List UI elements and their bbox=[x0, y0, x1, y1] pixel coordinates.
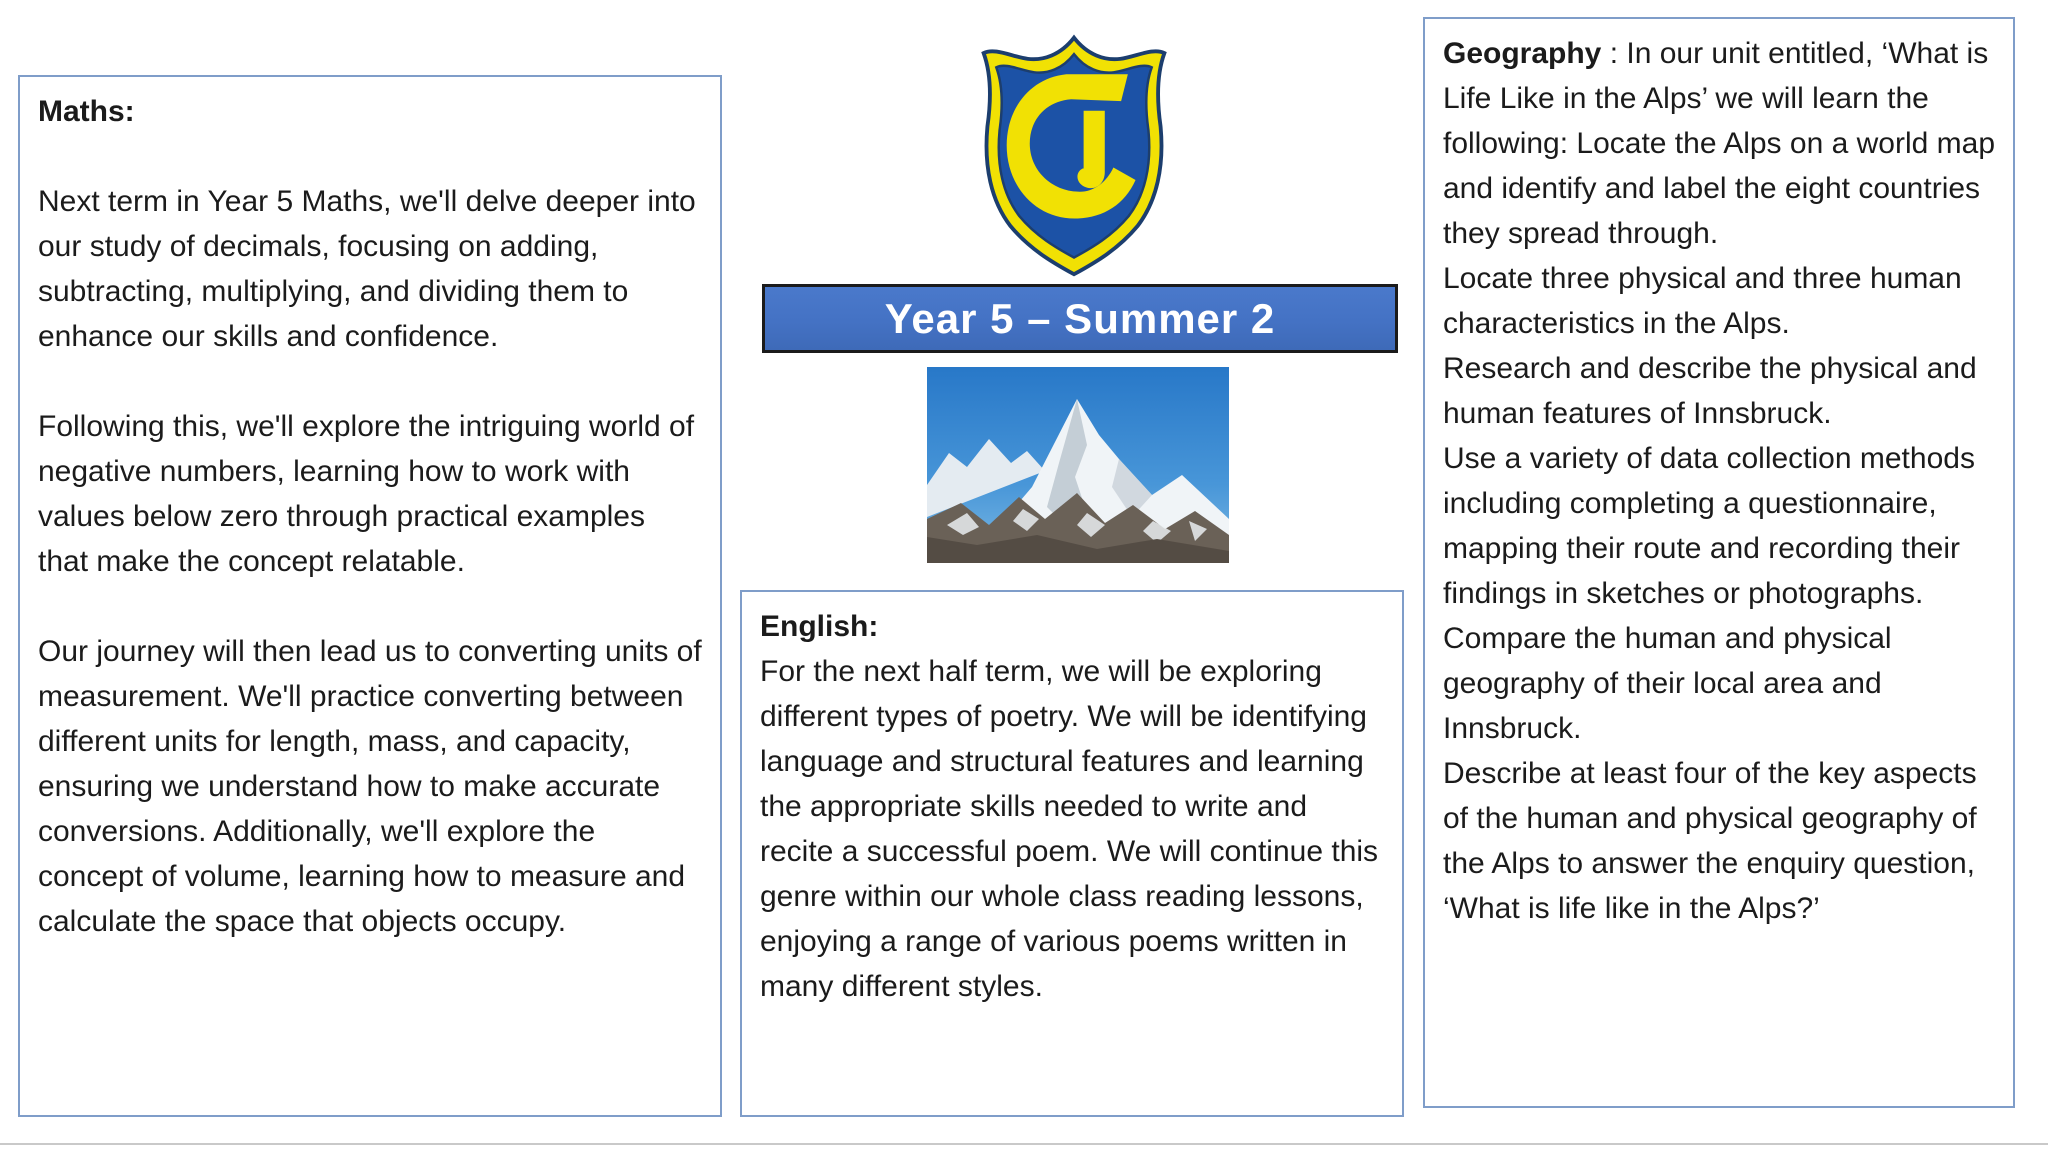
title-banner bbox=[762, 284, 1398, 353]
alps-mountain-photo bbox=[927, 367, 1229, 563]
maths-paragraph: Next term in Year 5 Maths, we'll delve deeper into our study of decimals, focusing on adding, subtracting, multiplying, and dividing them to enhance our skills and confidence. bbox=[38, 185, 696, 353]
geography-objective: Compare the human and physical geography of their local area and Innsbruck. bbox=[1443, 622, 1892, 745]
geography-objective: Research and describe the physical and human features of Innsbruck. bbox=[1443, 352, 1977, 430]
slide-bottom-edge bbox=[0, 1143, 2048, 1145]
geography-objective: Use a variety of data collection methods including completing a questionnaire, mapping their route and recording their findings in sketches or photographs. bbox=[1443, 442, 1975, 610]
maths-paragraph: Following this, we'll explore the intriguing world of negative numbers, learning how to work with values below zero through practical examples that make the concept relatable. bbox=[38, 410, 695, 578]
english-box bbox=[740, 590, 1404, 1117]
title-banner-label: Year 5 – Summer 2 bbox=[884, 294, 1276, 342]
english-paragraph: For the next half term, we will be exploring different types of poetry. We will be identifying language and structural features and learning the appropriate skills needed to write and recite a successful poem. We will continue this genre within our whole class reading lessons, enjoying a range of various poems written in many different styles. bbox=[760, 655, 1379, 1003]
maths-box bbox=[18, 75, 722, 1117]
geography-heading-rest: : In our unit entitled, ‘What is Life Like in the Alps’ we will learn the following: Locate the Alps on a world map and identify and label the eight countries they spread through. bbox=[1443, 37, 1995, 250]
maths-heading: Maths: bbox=[38, 95, 135, 128]
maths-paragraph: Our journey will then lead us to converting units of measurement. We'll practice converting between different units for length, mass, and capacity, ensuring we understand how to make accurate conversions. Additionally, we'll explore the concept of volume, learning how to measure and calculate the space that objects occupy. bbox=[38, 635, 702, 938]
geography-objective: Describe at least four of the key aspects of the human and physical geography of the Alps to answer the enquiry question, ‘What is life like in the Alps?’ bbox=[1443, 757, 1977, 925]
school-crest-logo bbox=[966, 30, 1182, 280]
geography-box bbox=[1423, 17, 2015, 1108]
geography-intro bbox=[1443, 31, 1995, 256]
english-heading: English: bbox=[760, 610, 879, 643]
geography-objective: Locate three physical and three human characteristics in the Alps. bbox=[1443, 262, 1962, 340]
geography-heading: Geography bbox=[1443, 37, 1602, 70]
